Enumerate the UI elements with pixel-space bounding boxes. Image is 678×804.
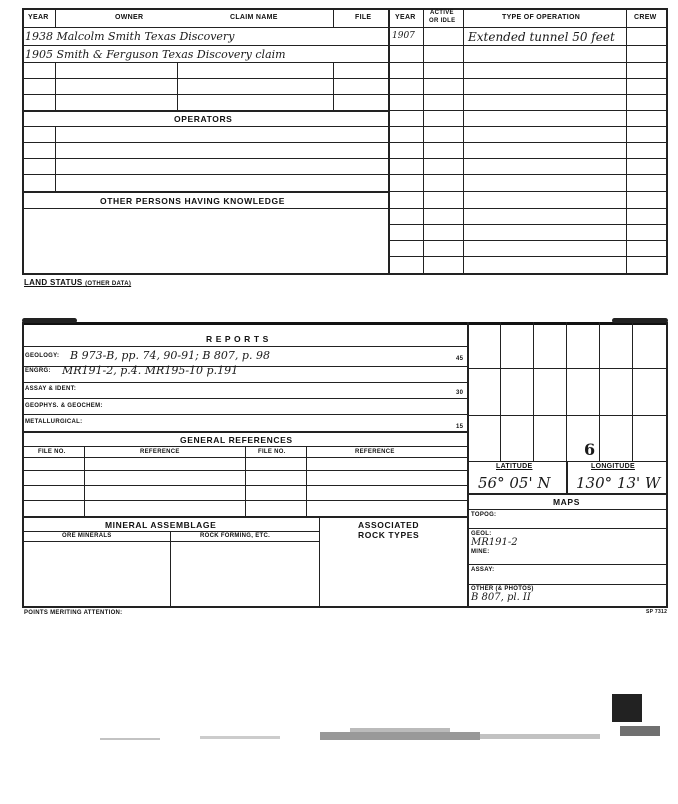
knowledge-title: OTHER PERSONS HAVING KNOWLEDGE [100, 196, 286, 206]
topog-label: TOPOG: [471, 512, 497, 518]
geology-num: 45 [456, 356, 464, 362]
ore-minerals-header: ORE MINERALS [62, 533, 112, 539]
gr-reference-1: REFERENCE [140, 449, 180, 455]
gr-reference-2: REFERENCE [355, 449, 395, 455]
other-photos-label: OTHER (& PHOTOS) [471, 586, 534, 592]
gr-file-no-2: FILE NO. [258, 449, 286, 455]
geology-label: GEOLOGY: [25, 353, 60, 359]
file-header: FILE [355, 14, 372, 21]
mine-label: MINE: [471, 549, 490, 555]
operation-type: Extended tunnel 50 feet [468, 30, 615, 44]
engrg-value: MR191-2, p.4. MR195-10 p.191 [62, 364, 239, 377]
location-mark: 6 [584, 440, 596, 459]
associated-label: ASSOCIATED [358, 520, 420, 530]
longitude-value: 130° 13' W [576, 474, 661, 492]
owner-row-2: 1905 Smith & Ferguson Texas Discovery claim [25, 48, 286, 61]
maps-title: MAPS [553, 497, 580, 507]
general-references-title: GENERAL REFERENCES [180, 435, 293, 445]
assay-num: 30 [456, 390, 464, 396]
land-status-label: LAND STATUS (OTHER DATA) [24, 278, 132, 287]
gr-file-no-1: FILE NO. [38, 449, 66, 455]
latitude-label: LATITUDE [496, 463, 533, 470]
engrg-label: ENGRG: [25, 368, 51, 374]
points-meriting-attention-label: POINTS MERITING ATTENTION: [24, 610, 123, 616]
or-idle-header: OR IDLE [429, 18, 456, 24]
operation-year: 1907 [392, 31, 415, 41]
claim-name-header: CLAIM NAME [230, 14, 278, 21]
scan-noise-strip [20, 720, 666, 760]
geology-value: B 973-B, pp. 74, 90-91; B 807, p. 98 [70, 349, 270, 362]
mineral-assemblage-title: MINERAL ASSEMBLAGE [105, 520, 217, 530]
year-header-2: YEAR [395, 14, 416, 21]
form-number: SP 7312 [646, 609, 668, 615]
geol-value: MR191-2 [471, 537, 518, 548]
year-header: YEAR [28, 14, 49, 21]
metallurgical-label: METALLURGICAL: [25, 419, 83, 425]
other-photos-value: B 807, pl. II [471, 592, 531, 603]
assay-label: ASSAY: [471, 567, 495, 573]
owner-row-1: 1938 Malcolm Smith Texas Discovery [25, 30, 235, 43]
metallurgical-num: 15 [456, 424, 464, 430]
latitude-value: 56° 05' N [478, 474, 551, 492]
geophys-label: GEOPHYS. & GEOCHEM: [25, 403, 103, 409]
geol-label: GEOL: [471, 531, 492, 537]
operators-title: OPERATORS [174, 114, 233, 124]
owner-header: OWNER [115, 14, 144, 21]
rock-forming-header: ROCK FORMING, ETC. [200, 533, 271, 539]
crew-header: CREW [634, 14, 657, 21]
reports-title: R E P O R T S [206, 334, 269, 344]
longitude-label: LONGITUDE [591, 463, 635, 470]
active-header: ACTIVE [430, 10, 454, 16]
assay-ident-label: ASSAY & IDENT: [25, 386, 77, 392]
type-of-operation-header: TYPE OF OPERATION [502, 14, 581, 21]
rock-types-label: ROCK TYPES [358, 530, 420, 540]
